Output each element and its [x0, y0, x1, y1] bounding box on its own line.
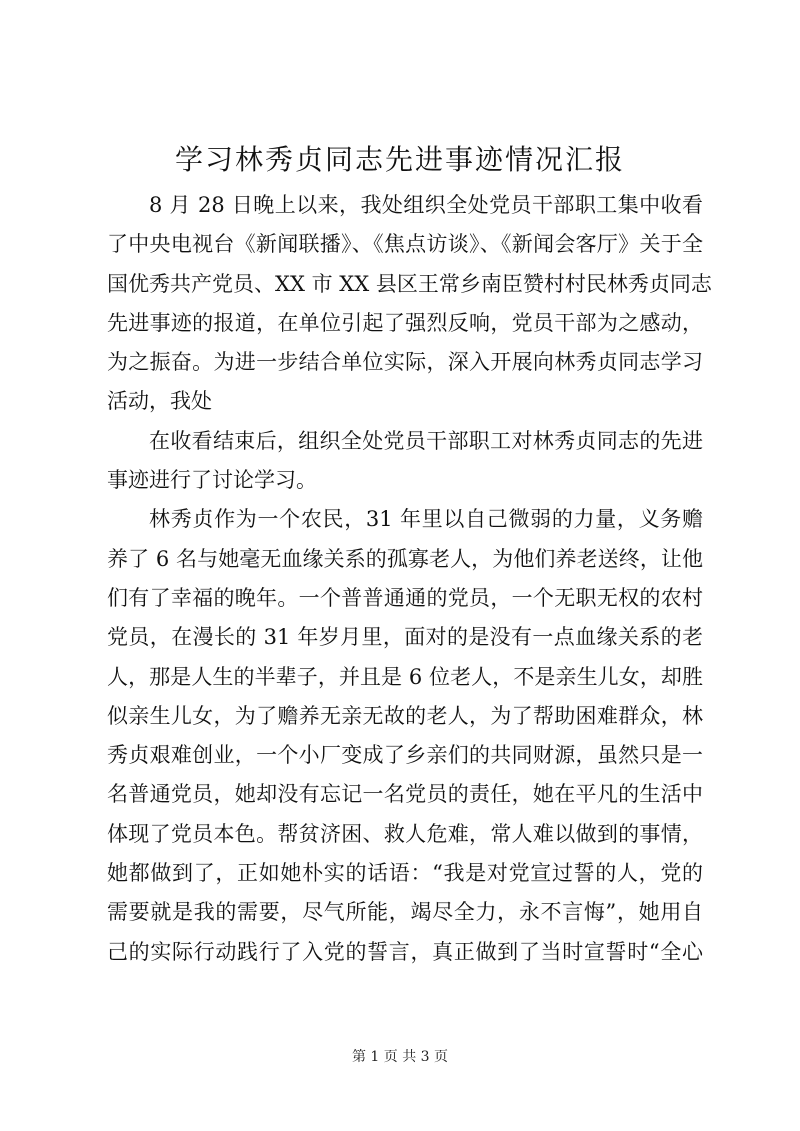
paragraph-3-line-4: 党员，在漫长的 31 年岁月里，面对的是没有一点血缘关系的老: [107, 625, 703, 650]
paragraph-3-line-1: 林秀贞作为一个农民，31 年里以自己微弱的力量，义务赡: [149, 507, 703, 532]
paragraph-3-line-9: 体现了党员本色。帮贫济困、救人危难，常人难以做到的事情，: [107, 821, 703, 846]
document-body: [107, 186, 712, 972]
paragraph-3-line-10: 她都做到了，正如她朴实的话语：“我是对党宣过誓的人，党的: [107, 861, 703, 886]
paragraph-3-line-3: 们有了幸福的晚年。一个普普通通的党员，一个无职无权的农村: [107, 585, 703, 610]
page-number-footer: 第 1 页 共 3 页: [351, 1049, 449, 1065]
paragraph-1-line-6: 活动，我处: [107, 389, 212, 414]
paragraph-1-line-3: 国优秀共产党员、XX 市 XX 县区王常乡南臣赞村村民林秀贞同志: [107, 271, 712, 296]
paragraph-3-line-6: 似亲生儿女，为了赡养无亲无故的老人，为了帮助困难群众，林: [107, 703, 703, 728]
paragraph-2-line-1: 在收看结束后，组织全处党员干部职工对林秀贞同志的先进: [149, 428, 703, 453]
paragraph-1-line-4: 先进事迹的报道，在单位引起了强烈反响，党员干部为之感动，: [107, 310, 703, 335]
document-title: 学习林秀贞同志先进事迹情况汇报: [174, 143, 625, 176]
paragraph-1-line-5: 为之振奋。为进一步结合单位实际，深入开展向林秀贞同志学习: [107, 350, 703, 375]
paragraph-3-line-7: 秀贞艰难创业，一个小厂变成了乡亲们的共同财源，虽然只是一: [107, 743, 703, 768]
paragraph-2-line-2: 事迹进行了讨论学习。: [107, 468, 317, 493]
paragraph-3-line-8: 名普通党员，她却没有忘记一名党员的责任，她在平凡的生活中: [107, 782, 703, 807]
paragraph-1-line-2: 了中央电视台《新闻联播》、《焦点访谈》、《新闻会客厅》关于全: [107, 232, 703, 257]
paragraph-3-line-2: 养了 6 名与她毫无血缘关系的孤寡老人，为他们养老送终，让他: [107, 546, 703, 571]
paragraph-1-line-1: 8 月 28 日晚上以来，我处组织全处党员干部职工集中收看: [149, 193, 703, 217]
paragraph-3-line-12: 己的实际行动践行了入党的誓言，真正做到了当时宣誓时“全心: [107, 939, 703, 964]
paragraph-3-line-11: 需要就是我的需要，尽气所能，竭尽全力，永不言悔”，她用自: [107, 900, 703, 925]
paragraph-3-line-5: 人，那是人生的半辈子，并且是 6 位老人，不是亲生儿女，却胜: [107, 664, 703, 689]
